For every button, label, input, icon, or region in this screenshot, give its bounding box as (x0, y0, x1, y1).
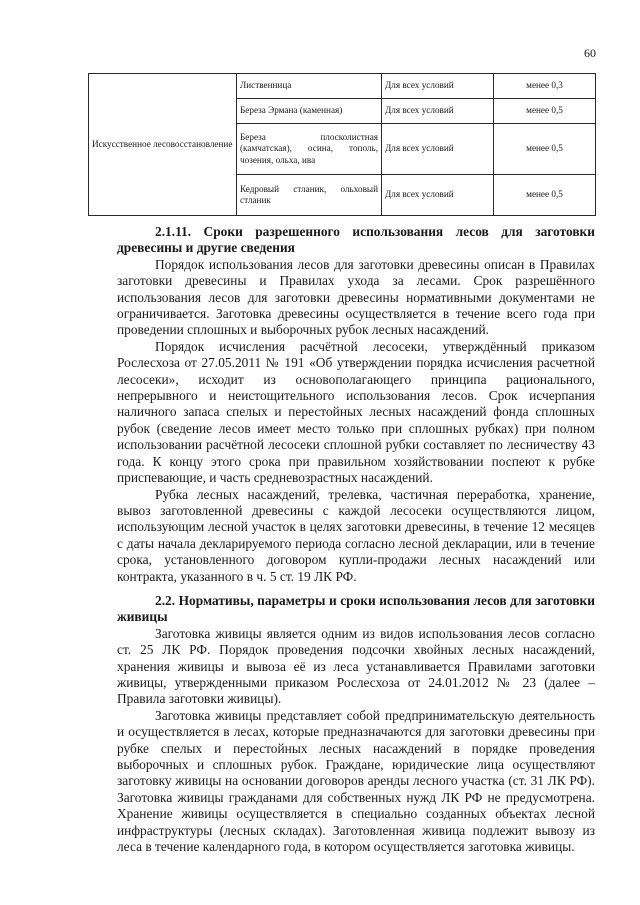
page-number: 60 (584, 46, 596, 60)
condition-cell: Для всех условий (382, 124, 494, 175)
condition-cell: Для всех условий (382, 74, 494, 99)
value-cell: менее 0,3 (494, 74, 596, 99)
value-cell: менее 0,5 (494, 124, 596, 175)
species-cell: Лиственница (237, 74, 382, 99)
species-cell: Береза Эрмана (каменная) (237, 99, 382, 124)
table-row (89, 74, 596, 99)
spacer (117, 585, 595, 593)
value-cell: менее 0,5 (494, 175, 596, 216)
species-cell: Кедровый стланик, ольховый стланик (237, 175, 382, 216)
conditions-table (88, 73, 596, 216)
paragraph: Рубка лесных насаждений, трелевка, частичная переработка, хранение, вывоз заготовленной древесины с каждой лесосеки осуществляются лицом, использующим лесной участок в целях заготовки древесины, в течение 12 месяцев с даты начала декларируемого периода согласно лесной декларации, или в течение срока, установленного договором купли-продажи лесных насаждений или контракта, указанного в ч. 5 ст. 19 ЛК РФ. (117, 486, 595, 584)
paragraph: Заготовка живицы представляет собой предпринимательскую деятельность и осуществляется в лесах, которые предназначаются для заготовки древесины при рубке спелых и перестойных лесных насаждений в порядке проведения выборочных и сплошных рубок. Граждане, юридические лица осуществляют заготовку живицы на основании договоров аренды лесного участка (ст. 31 ЛК РФ). Заготовка живицы гражданами для собственных нужд ЛК РФ не предусмотрена. Хранение живицы осуществляется в специально созданных объектах лесной инфраструктуры (лесных складах). Заготовленная живица подлежит вывозу из леса в течение календарного года, в котором осуществляется заготовка живицы. (117, 707, 595, 855)
section-heading-2-1-11: 2.1.11. Сроки разрешенного использования лесов для заготовки древесины и другие сведения (117, 224, 595, 256)
paragraph: Порядок использования лесов для заготовки древесины описан в Правилах заготовки древесины и Правилах ухода за лесами. Срок разрешённого использования лесов для заготовки древесины нормативными документами не ограничивается. Заготовка древесины осуществляется в течение всего года при проведении сплошных и выборочных рубок лесных насаждений. (117, 256, 595, 338)
section-heading-2-2: 2.2. Нормативы, параметры и сроки использования лесов для заготовки живицы (117, 592, 595, 625)
paragraph: Заготовка живицы является одним из видов использования лесов согласно ст. 25 ЛК РФ. Порядок проведения подсочки хвойных лесных насаждений, хранения живицы и вывоза её из леса устанавливается Правилами заготовки живицы, утвержденными приказом Рослесхоза от 24.01.2012 № 23 (далее – Правила заготовки живицы). (117, 625, 595, 707)
condition-cell: Для всех условий (382, 175, 494, 216)
species-cell: Береза плосколистная (камчатская), осина, тополь, чозения, ольха, ива (237, 124, 382, 175)
body-text (117, 224, 595, 855)
condition-cell: Для всех условий (382, 99, 494, 124)
paragraph: Порядок исчисления расчётной лесосеки, утверждённый приказом Рослесхоза от 27.05.2011 № 191 «Об утверждении порядка исчисления расчетной лесосеки», исходит из основополагающего принципа рационального, непрерывного и неистощительного использования лесов. Срок исчерпания наличного запаса спелых и перестойных лесных насаждений фонда сплошных рубок (сведение лесов имеет место только при сплошных рубках) при полном использовании расчётной лесосеки сплошной рубки составляет по лесничеству 43 года. К концу этого срока при правильном хозяйствовании поспеют к рубке приспевающие, и часть средневозрастных насаждений. (117, 338, 595, 486)
category-cell: Искусственное лесовосстановление (89, 74, 237, 216)
value-cell: менее 0,5 (494, 99, 596, 124)
